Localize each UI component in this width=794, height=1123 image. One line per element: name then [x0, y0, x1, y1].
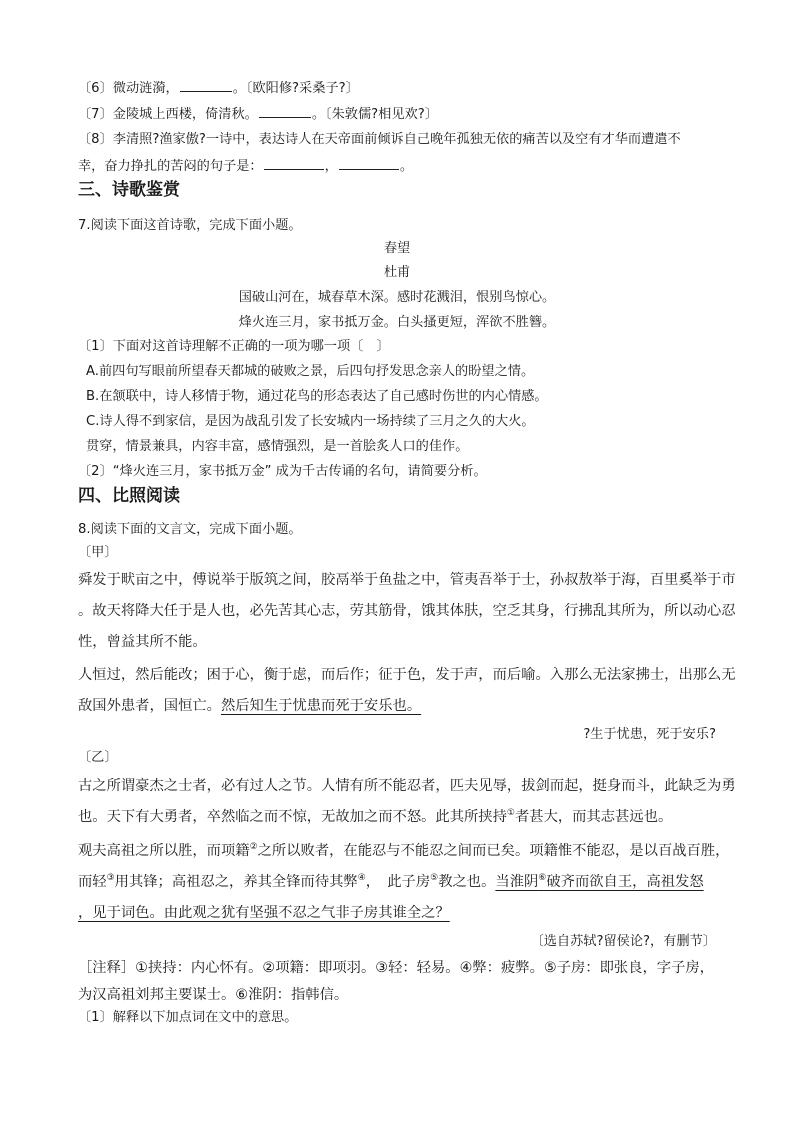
- underlined-sentence: [495, 874, 703, 890]
- sub-question-1: 〔1〕解释以下加点词在文中的意思。: [78, 1010, 298, 1025]
- poem-line: 国破山河在，城春草木深。感时花溅泪，恨别鸟惊心。: [238, 290, 556, 305]
- passage-jia-line: 性，曾益其所不能。: [78, 634, 207, 650]
- sub-question-1: 〔1〕下面对这首诗理解不正确的一项为哪一项〔 〕: [78, 339, 390, 354]
- passage-jia-line: [78, 691, 716, 721]
- passage-text: 观夫高祖之所以胜，而项籍: [78, 843, 250, 859]
- poem-title: 春望: [383, 241, 411, 256]
- section-heading-poetry: 三、诗歌鉴赏: [78, 180, 180, 200]
- annotation-line: ［注释］①挟持：内心怀有。②项籍：即项羽。③轻：轻易。④弊：疲弊。⑤子房：即张良，字子房，: [78, 960, 714, 976]
- passage-jia-line: 人恒过，然后能改；困于心，衡于虑，而后作；征于色，发于声，而后喻。入那么无法家拂士，出那么无: [78, 667, 736, 683]
- question-8-intro: 8.阅读下面的文言文，完成下面小题。: [78, 522, 302, 537]
- footnote-marker: ③: [106, 873, 115, 884]
- passage-text: 用其锋；高祖忍之，养其全锋而待其弊: [114, 874, 358, 890]
- item-text: 微动涟漪，: [112, 81, 179, 96]
- passage-text: 教之也。: [438, 874, 496, 890]
- passage-text: 而轻: [78, 874, 107, 890]
- passage-yi-line: [78, 802, 716, 832]
- answer-blank[interactable]: [264, 156, 324, 170]
- passage-text: 者甚大，而其志甚远也。: [514, 809, 673, 825]
- item-source: 。〔欧阳修?采桑子?〕: [232, 81, 359, 96]
- underlined-sentence: 然后知生于忧患而死于安乐也。: [220, 698, 422, 714]
- section-heading-comparison: 四、比照阅读: [78, 486, 180, 506]
- answer-blank[interactable]: [180, 78, 232, 92]
- option-c[interactable]: C.诗人得不到家信，是因为战乱引发了长安城内一场持续了三月之久的大火。: [86, 414, 535, 429]
- footnote-marker: ④: [357, 873, 366, 884]
- option-a[interactable]: A.前四句写眼前所望春天都城的破败之景，后四句抒发思念亲人的盼望之情。: [86, 364, 535, 379]
- annotation-line: 为汉高祖刘邦主要谋士。⑥淮阴：指韩信。: [78, 987, 349, 1003]
- passage-text: 也。天下有大勇者，卒然临之而不惊，无故加之而不怒。此其所挟持: [78, 809, 507, 825]
- passage-yi-label: 〔乙〕: [78, 750, 118, 765]
- passage-jia-line: 舜发于畎亩之中，傅说举于版筑之间，胶鬲举于鱼盐之中，管夷吾举于士，孙叔敖举于海，百里奚举于市: [78, 572, 736, 588]
- poem-author: 杜甫: [383, 265, 411, 280]
- item-number: 〔7〕: [78, 107, 113, 122]
- answer-blank[interactable]: [259, 104, 311, 118]
- option-d-fragment: 贯穿，情景兼具，内容丰富，感情强烈，是一首脍炙人口的佳作。: [86, 439, 469, 454]
- passage-yi-line: [78, 867, 716, 897]
- fill-item-8-line2: [78, 156, 716, 177]
- question-7-intro: 7.阅读下面这首诗歌，完成下面小题。: [78, 218, 302, 233]
- passage-jia-label: 〔甲〕: [78, 545, 118, 560]
- passage-text: 之所以败者，在能忍与不能忍之间而已矣。项籍惟不能忍，是以百战百胜，: [257, 843, 730, 859]
- fill-item-7: [78, 104, 716, 125]
- period: 。: [399, 159, 413, 174]
- passage-jia-source: ?生于忧患，死于安乐?: [583, 727, 716, 742]
- poem-line: 烽火连三月，家书抵万金。白头搔更短，浑欲不胜簪。: [238, 315, 556, 330]
- passage-text: 敌国外患者，国恒亡。: [78, 698, 221, 714]
- passage-yi-line: 古之所谓豪杰之士者，必有过人之节。人情有所不能忍者，匹夫见辱，拔剑而起，挺身而斗，此缺乏为勇: [78, 778, 736, 794]
- item-text: 幸，奋力挣扎的苦闷的句子是：: [78, 159, 263, 174]
- fill-item-6: [78, 78, 716, 99]
- item-number: 〔6〕: [78, 81, 113, 96]
- separator: ，: [324, 159, 338, 174]
- passage-yi-source: 〔选自苏轼?留侯论?，有删节〕: [530, 934, 716, 949]
- passage-jia-line: 。故天将降大任于是人也，必先苦其心志，劳其筋骨，饿其体肤，空乏其身，行拂乱其所为，所以动心忍: [78, 603, 736, 619]
- footnote-marker: ⑤: [430, 873, 439, 884]
- fill-item-8-line1: 〔8〕李清照?渔家傲?一诗中，表达诗人在天帝面前倾诉自己晚年孤独无依的痛苦以及空有才华而遭遣不: [78, 132, 681, 147]
- footnote-marker: ②: [249, 842, 258, 853]
- passage-text: ， 此子房: [365, 874, 431, 890]
- footnote-marker: ⑥: [538, 873, 547, 884]
- underlined-text: 破齐而欲自王，高祖发怒: [546, 874, 704, 890]
- underlined-text: 当淮阴: [495, 874, 539, 890]
- item-source: 。〔朱敦儒?相见欢?〕: [311, 107, 438, 122]
- passage-yi-line-underlined: ，见于词色。由此观之犹有坚强不忍之气非子房其谁全之？: [78, 905, 450, 921]
- passage-yi-line: [78, 836, 730, 866]
- answer-blank[interactable]: [339, 156, 399, 170]
- item-text: 金陵城上西楼，倚清秋。: [112, 107, 258, 122]
- option-b[interactable]: B.在颔联中，诗人移情于物，通过花鸟的形态表达了自己感时伤世的内心情感。: [86, 389, 548, 404]
- footnote-marker: ①: [506, 808, 515, 819]
- sub-question-2: 〔2〕“烽火连三月，家书抵万金” 成为千古传诵的名句，请简要分析。: [78, 464, 487, 479]
